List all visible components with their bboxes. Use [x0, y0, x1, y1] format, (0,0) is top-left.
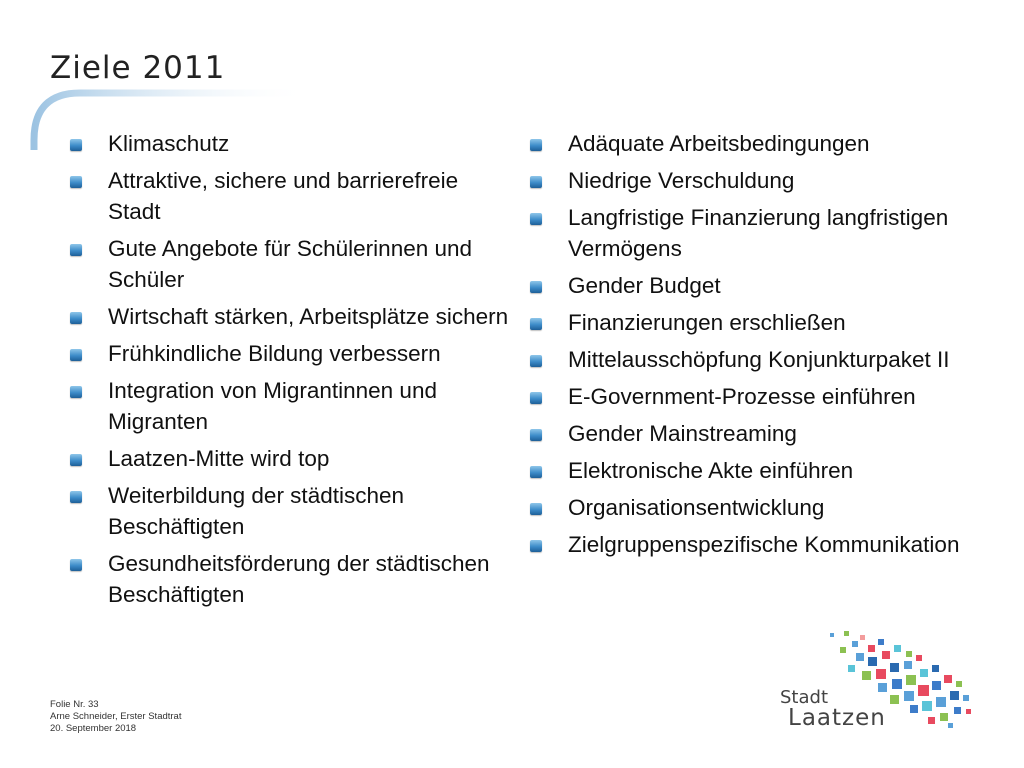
square-bullet-icon [70, 176, 82, 188]
footer-date: 20. September 2018 [50, 723, 137, 734]
list-item-text: E-Government-Prozesse einführen [568, 384, 916, 409]
square-bullet-icon [530, 429, 542, 441]
list-item [530, 492, 1000, 523]
list-item [530, 381, 1000, 412]
list-item-text: Integration von Migrantinnen und Migranten [108, 378, 437, 434]
square-bullet-icon [530, 503, 542, 515]
list-item [70, 548, 510, 610]
right-goal-list [530, 128, 1000, 566]
list-item [70, 480, 510, 542]
list-item-text: Finanzierungen erschließen [568, 310, 846, 335]
square-bullet-icon [530, 281, 542, 293]
list-item [530, 418, 1000, 449]
list-item-text: Laatzen-Mitte wird top [108, 446, 330, 471]
square-bullet-icon [530, 355, 542, 367]
square-bullet-icon [530, 466, 542, 478]
list-item-text: Weiterbildung der städtischen Beschäftigten [108, 483, 405, 539]
list-item [70, 233, 510, 295]
list-item-text: Zielgruppenspezifische Kommunikation [568, 532, 960, 557]
square-bullet-icon [70, 386, 82, 398]
slide-footer [50, 699, 181, 735]
square-bullet-icon [70, 312, 82, 324]
list-item-text: Gesundheitsförderung der städtischen Beschäftigten [108, 551, 490, 607]
list-item [70, 301, 510, 332]
list-item-text: Elektronische Akte einführen [568, 458, 854, 483]
slide-title: Ziele 2011 [50, 50, 226, 86]
list-item [530, 165, 1000, 196]
slide-number: Folie Nr. 33 [50, 699, 99, 710]
square-bullet-icon [70, 559, 82, 571]
list-item [530, 307, 1000, 338]
square-bullet-icon [530, 139, 542, 151]
list-item-text: Gender Mainstreaming [568, 421, 797, 446]
left-goal-list [70, 128, 510, 616]
list-item-text: Attraktive, sichere und barrierefreie Stadt [108, 168, 459, 224]
square-bullet-icon [530, 318, 542, 330]
list-item-text: Wirtschaft stärken, Arbeitsplätze sichern [108, 304, 509, 329]
square-bullet-icon [530, 176, 542, 188]
list-item [530, 529, 1000, 560]
list-item-text: Frühkindliche Bildung verbessern [108, 341, 441, 366]
square-bullet-icon [70, 349, 82, 361]
square-bullet-icon [70, 491, 82, 503]
square-bullet-icon [70, 244, 82, 256]
list-item [530, 270, 1000, 301]
list-item-text: Gute Angebote für Schülerinnen und Schüler [108, 236, 473, 292]
list-item [530, 202, 1000, 264]
logo-word-laatzen: Laatzen [788, 705, 886, 731]
list-item-text: Langfristige Finanzierung langfristigen Vermögens [568, 205, 949, 261]
square-bullet-icon [70, 139, 82, 151]
square-bullet-icon [530, 213, 542, 225]
list-item [70, 128, 510, 159]
list-item [70, 165, 510, 227]
list-item [70, 443, 510, 474]
list-item-text: Klimaschutz [108, 131, 230, 156]
square-bullet-icon [70, 454, 82, 466]
list-item [530, 455, 1000, 486]
stadt-laatzen-logo [760, 625, 1000, 735]
square-bullet-icon [530, 540, 542, 552]
list-item-text: Niedrige Verschuldung [568, 168, 795, 193]
list-item-text: Adäquate Arbeitsbedingungen [568, 131, 870, 156]
list-item [530, 344, 1000, 375]
list-item [70, 338, 510, 369]
square-bullet-icon [530, 392, 542, 404]
list-item-text: Organisationsentwicklung [568, 495, 825, 520]
list-item [530, 128, 1000, 159]
footer-author: Arne Schneider, Erster Stadtrat [50, 711, 182, 722]
list-item-text: Gender Budget [568, 273, 721, 298]
list-item [70, 375, 510, 437]
logo-word-stadt: Stadt [780, 687, 828, 708]
list-item-text: Mittelausschöpfung Konjunkturpaket II [568, 347, 950, 372]
